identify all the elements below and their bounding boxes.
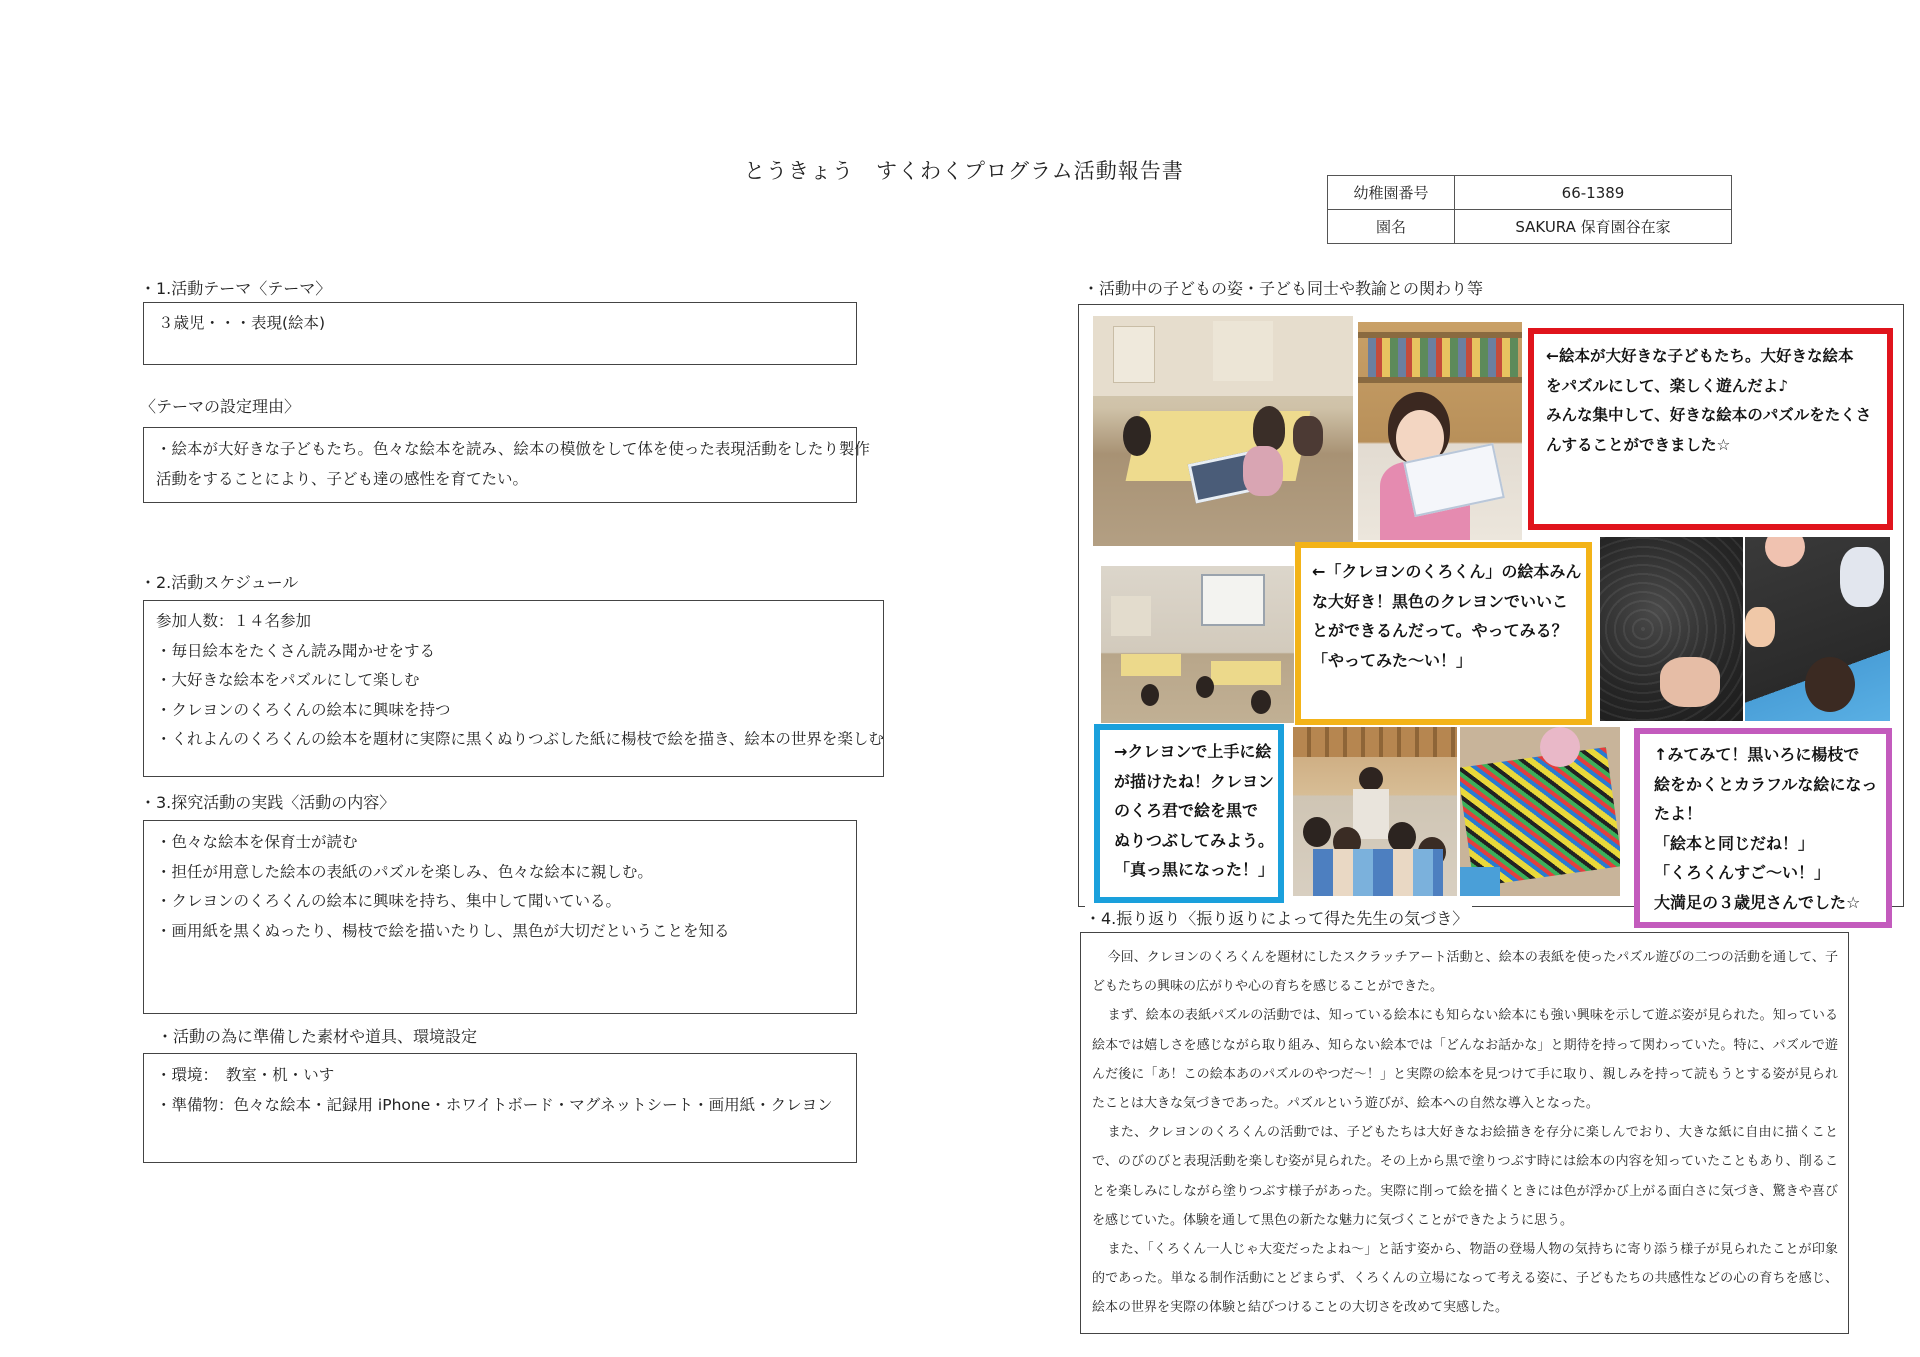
info-value: 66-1389: [1455, 176, 1732, 210]
caption-line: 大満足の３歳児さんでした☆: [1654, 892, 1861, 912]
caption-line: 「絵本と同じだね！」: [1654, 833, 1815, 853]
practice-line: ・クレヨンのくろくんの絵本に興味を持ち、集中して聞いている。: [156, 892, 622, 910]
section3-label: ・3.探究活動の実践〈活動の内容〉: [140, 793, 396, 812]
reflection-paragraph: 今回、クレヨンのくろくんを題材にしたスクラッチアート活動と、絵本の表紙を使ったパズル遊びの二つの活動を通して、子どもたちの興味の広がりや心の育ちを感じることができた。: [1092, 950, 1838, 995]
section4-label: ・4.振り返り〈振り返りによって得た先生の気づき〉: [1085, 906, 1472, 929]
page-title: とうきょう すくわくプログラム活動報告書: [744, 159, 1184, 183]
caption-line: ぬりつぶしてみよう。: [1114, 830, 1275, 850]
photo-classroom-kids: [1101, 566, 1294, 723]
caption-line: 「真っ黒になった！」: [1114, 860, 1275, 879]
section2-label: ・2.活動スケジュール: [140, 573, 299, 592]
theme-text: ３歳児・・・表現(絵本): [158, 314, 326, 332]
caption-line: が描けたね！クレヨン: [1114, 771, 1275, 791]
table-row: [1328, 176, 1732, 210]
materials-line: ・環境： 教室・机・いす: [156, 1066, 335, 1084]
reflection-paragraph: また、「くろくん一人じゃ大変だったよね～」と話す姿から、物語の登場人物の気持ちに寄り添う様子が見られたことが印象的であった。単なる制作活動にとどまらず、くろくんの立場になって考える姿に、子どもたちの共感性などの心の育ちを感じ、絵本の世界を実際の体験と結びつけることの大切さを改めて実感した。: [1092, 1242, 1838, 1316]
caption-purple: [1634, 728, 1892, 928]
reason-line: ・絵本が大好きな子どもたち。色々な絵本を読み、絵本の模倣をして体を使った表現活動をしたり製作: [156, 440, 870, 458]
caption-yellow: [1295, 542, 1592, 725]
practice-line: ・色々な絵本を保育士が読む: [156, 833, 358, 851]
reflection-paragraph: まず、絵本の表紙パズルの活動では、知っている絵本にも知らない絵本にも強い興味を示して遊ぶ姿が見られた。知っている絵本では嬉しさを感じながら取り組み、知らない絵本では「どんなお話かな」と期待を持って関わっていた。特に、パズルで遊んだ後に「あ！この絵本あのパズルのやつだ～！」と実際の絵本を見つけて手に取り、親しみを持って読もうとする姿が見られたことは大きな気づきであった。パズルという遊びが、絵本への自然な導入となった。: [1092, 1008, 1838, 1112]
info-value: SAKURA 保育園谷在家: [1455, 210, 1732, 244]
table-row: [1328, 210, 1732, 244]
photo-classroom-puzzle: [1093, 316, 1353, 546]
schedule-line: ・くれよんのくろくんの絵本を題材に実際に黒くぬりつぶした紙に楊枝で絵を描き、絵本の世界を楽しむ: [156, 730, 884, 748]
info-label: 幼稚園番号: [1328, 176, 1455, 210]
materials-label: ・活動の為に準備した素材や道具、環境設定: [157, 1027, 478, 1046]
caption-line: 「やってみた～い！」: [1312, 650, 1473, 670]
photo-child-puzzle: [1358, 322, 1522, 540]
info-table: [1327, 175, 1732, 244]
caption-line: みんな集中して、好きな絵本のパズルをたくさ: [1546, 406, 1872, 424]
photo-colorful-art: [1460, 727, 1620, 896]
caption-line: んすることができました☆: [1546, 435, 1731, 454]
materials-box: [143, 1053, 857, 1163]
schedule-line: 参加人数：１４名参加: [156, 612, 312, 630]
caption-line: のくろ君で絵を黒で: [1114, 801, 1259, 820]
photo-group-kids: [1293, 727, 1457, 896]
caption-line: 絵をかくとカラフルな絵になっ: [1654, 774, 1878, 794]
caption-blue: [1094, 724, 1284, 903]
photos-label: ・活動中の子どもの姿・子ども同士や教諭との関わり等: [1083, 279, 1484, 298]
caption-line: →クレヨンで上手に絵: [1114, 742, 1272, 761]
practice-line: ・担任が用意した絵本の表紙のパズルを楽しみ、色々な絵本に親しむ。: [156, 862, 653, 881]
photo-kids-black-paper: [1745, 537, 1890, 721]
reason-box: [143, 427, 870, 503]
caption-line: ↑みてみて！黒いろに楊枝で: [1654, 745, 1860, 764]
practice-line: ・画用紙を黒くぬったり、楊枝で絵を描いたりし、黒色が大切だということを知る: [156, 921, 730, 940]
schedule-line: ・クレヨンのくろくんの絵本に興味を持つ: [156, 700, 451, 719]
photo-black-paper: [1600, 537, 1743, 721]
reflection-paragraph: また、クレヨンのくろくんの活動では、子どもたちは大好きなお絵描きを存分に楽しんでおり、大きな紙に自由に描くことで、のびのびと表現活動を楽しむ姿が見られた。その上から黒で塗りつぶす時には絵本の内容を知っていたこともあり、削ることを楽しみにしながら塗りつぶす様子があった。実際に削って絵を描くときには色が浮かび上がる面白さに気づき、驚きや喜びを感じていた。体験を通して黒色の新たな魅力に気づくことができたように思う。: [1092, 1125, 1838, 1228]
caption-line: をパズルにして、楽しく遊んだよ♪: [1546, 376, 1789, 395]
caption-line: ←「クレヨンのくろくん」の絵本みん: [1312, 562, 1582, 581]
caption-line: 「くろくんすご～い！」: [1654, 863, 1831, 882]
theme-box: [143, 302, 857, 365]
reason-line: 活動をすることにより、子ども達の感性を育てたい。: [156, 469, 529, 488]
caption-line: ←絵本が大好きな子どもたち。大好きな絵本: [1546, 347, 1854, 365]
materials-line: ・準備物：色々な絵本・記録用 iPhone・ホワイトボード・マグネットシート・画用紙・クレヨン: [156, 1095, 833, 1114]
schedule-line: ・毎日絵本をたくさん読み聞かせをする: [156, 641, 436, 660]
section1-label: ・1.活動テーマ〈テーマ〉: [140, 279, 332, 298]
caption-line: たよ！: [1654, 804, 1703, 823]
schedule-line: ・大好きな絵本をパズルにして楽しむ: [156, 671, 420, 689]
caption-line: な大好き！黒色のクレヨンでいいこ: [1312, 591, 1569, 611]
schedule-box: [143, 600, 884, 777]
caption-line: とができるんだって。やってみる？: [1312, 621, 1568, 640]
reason-label: 〈テーマの設定理由〉: [140, 397, 301, 416]
reflection-box: [1080, 932, 1849, 1334]
practice-box: [143, 820, 857, 1014]
info-label: 園名: [1328, 210, 1455, 244]
caption-red: [1528, 328, 1893, 530]
